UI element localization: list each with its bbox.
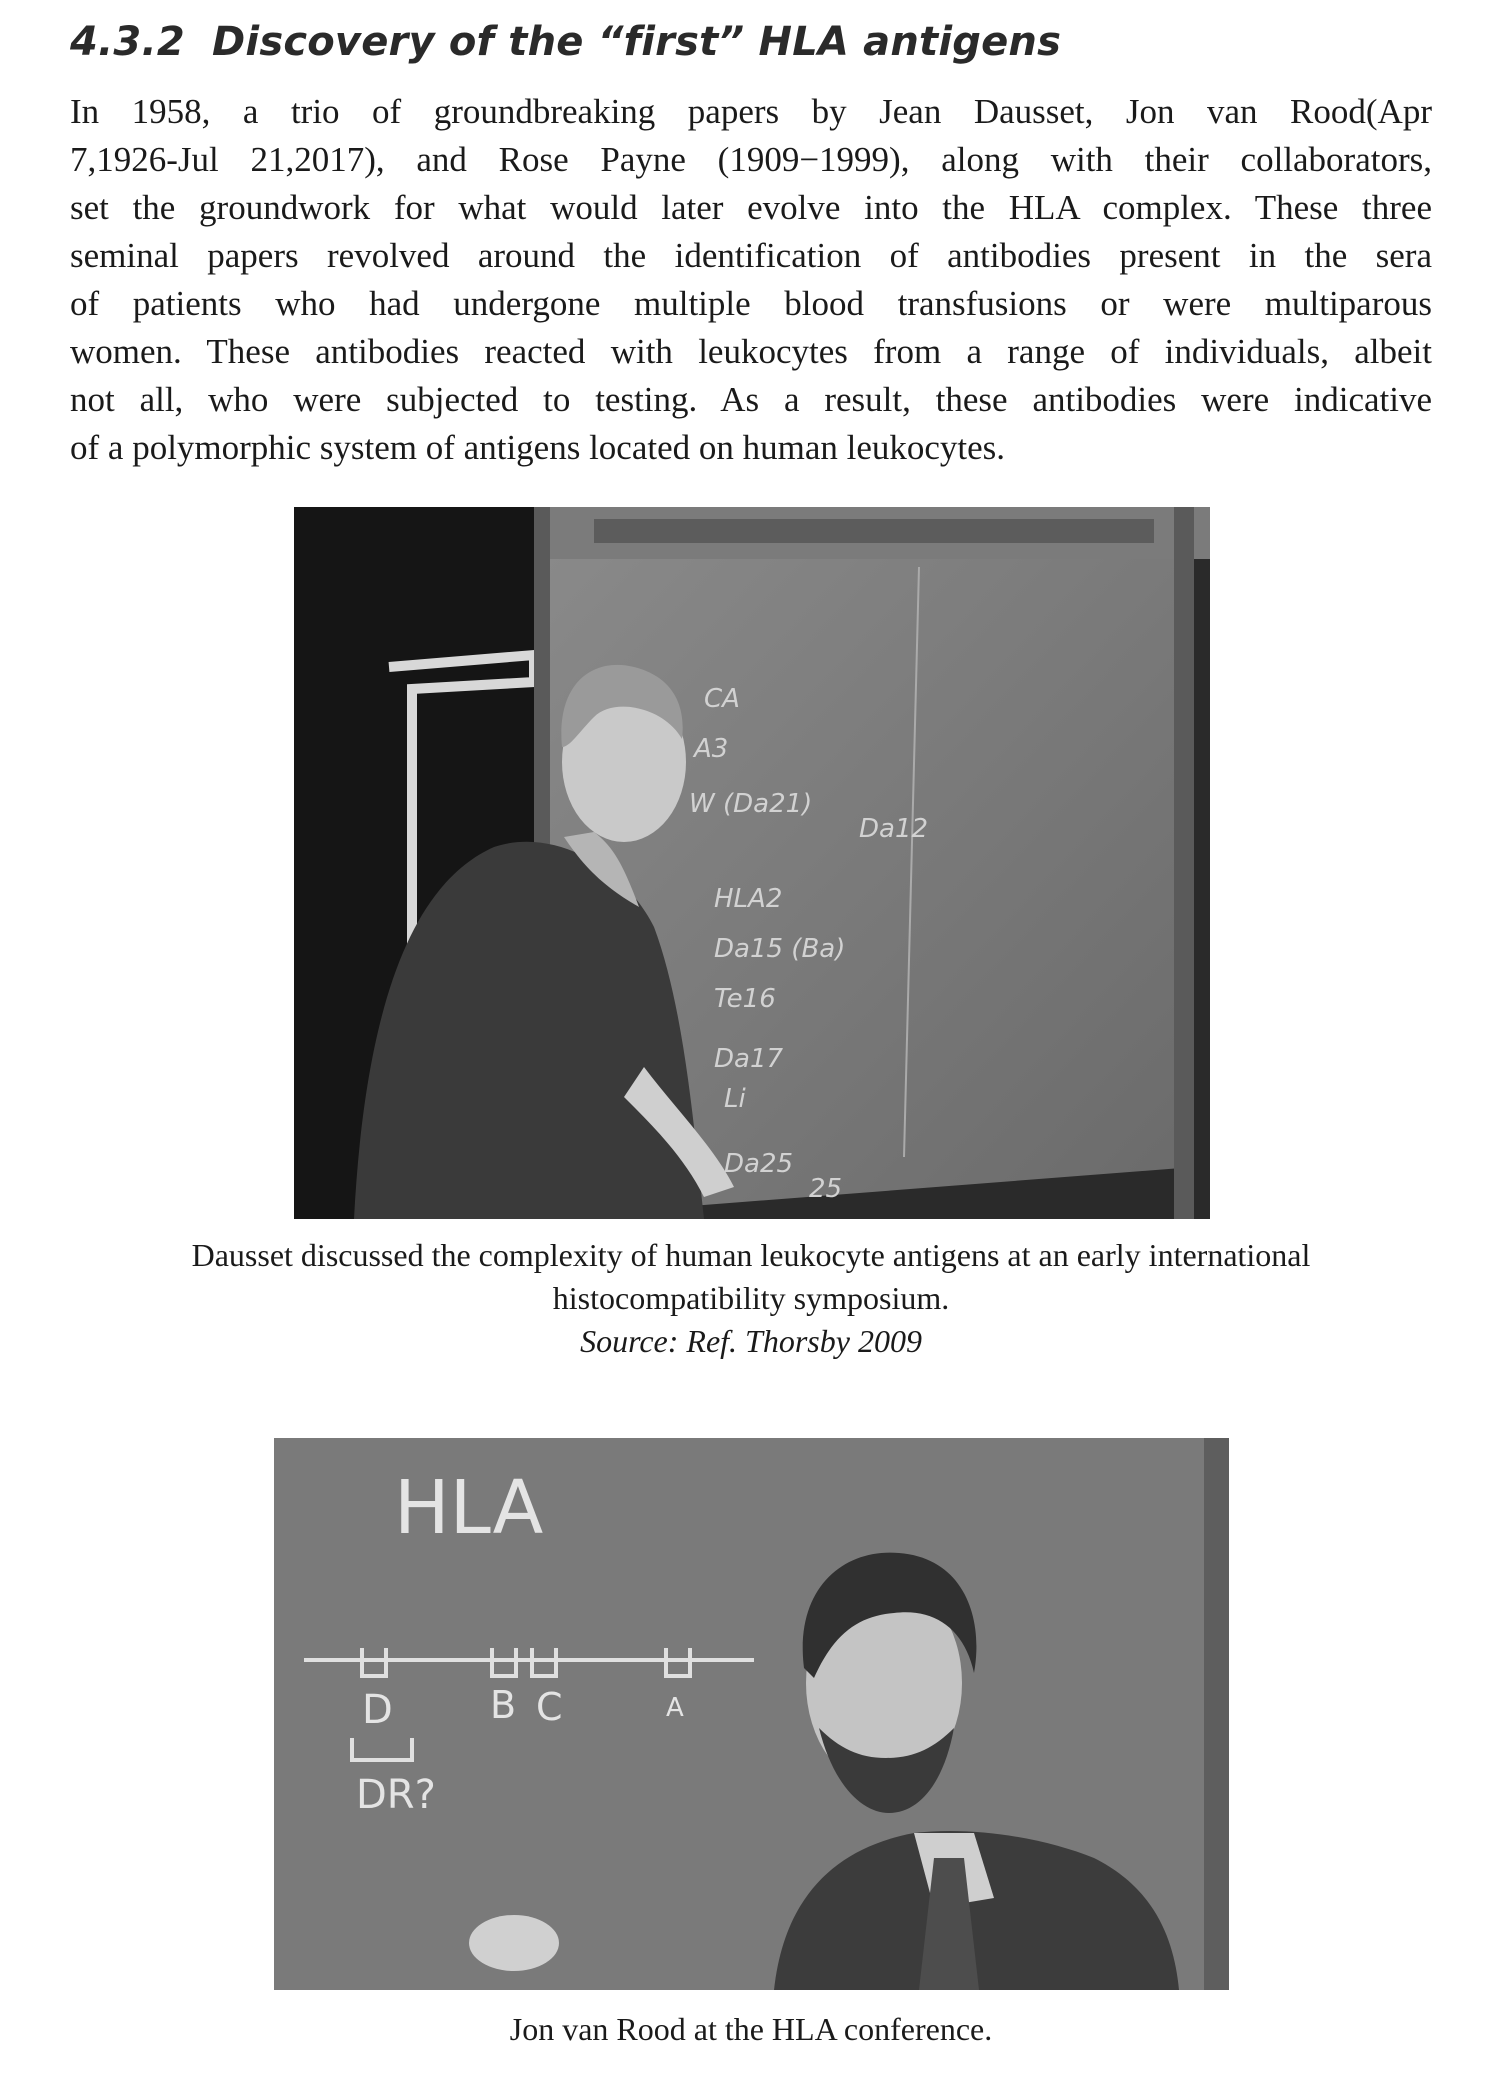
board-text: Da25: [724, 1149, 794, 1179]
body-paragraph: [70, 88, 1432, 472]
section-number: 4.3.2: [70, 19, 185, 65]
board-locus: C: [536, 1685, 563, 1729]
paragraph-line: not all, who were subjected to testing. As a result, these antibodies were indicative: [70, 380, 1432, 419]
board-text: Da17: [714, 1044, 784, 1074]
board-text: A3: [694, 734, 729, 764]
figure1-caption: [70, 1234, 1432, 1363]
paragraph-line: set the groundwork for what would later evolve into the HLA complex. These three: [70, 188, 1432, 227]
board-locus: B: [490, 1683, 517, 1727]
board-dr: DR?: [356, 1772, 436, 1818]
board-text: Da12: [859, 814, 929, 844]
dausset-photo: [294, 507, 1210, 1219]
paragraph-line: seminal papers revolved around the identification of antibodies present in the sera: [70, 236, 1432, 275]
board-text: 25: [809, 1174, 843, 1204]
paragraph-line: of patients who had undergone multiple blood transfusions or were multiparous: [70, 284, 1432, 323]
board-text: Li: [724, 1084, 746, 1114]
board-title: HLA: [394, 1465, 544, 1551]
section-title: Discovery of the “first” HLA antigens: [212, 19, 1062, 65]
paragraph-line: In 1958, a trio of groundbreaking papers by Jean Dausset, Jon van Rood(Apr: [70, 92, 1432, 131]
van-rood-photo: [274, 1438, 1229, 1990]
caption-line: Dausset discussed the complexity of human leukocyte antigens at an early international: [191, 1237, 1311, 1273]
board-text: CA: [704, 684, 740, 714]
paragraph-line: women. These antibodies reacted with leukocytes from a range of individuals, albeit: [70, 332, 1432, 371]
paragraph-line: 7,1926-Jul 21,2017), and Rose Payne (1909−1999), along with their collaborators,: [70, 140, 1432, 179]
figure2-caption: Jon van Rood at the HLA conference.: [509, 2011, 993, 2047]
board-locus: D: [362, 1687, 393, 1733]
board-text: Te16: [714, 984, 776, 1014]
board-text: Da15 (Ba): [714, 934, 846, 964]
figure1-source: Source: Ref. Thorsby 2009: [580, 1323, 922, 1359]
paragraph-line: of a polymorphic system of antigens located on human leukocytes.: [70, 428, 1006, 467]
board-text: W (Da21): [689, 789, 813, 819]
board-text: HLA2: [714, 884, 783, 914]
board-locus: A: [666, 1693, 684, 1723]
section-heading: [70, 14, 1061, 70]
caption-line: histocompatibility symposium.: [552, 1280, 950, 1316]
